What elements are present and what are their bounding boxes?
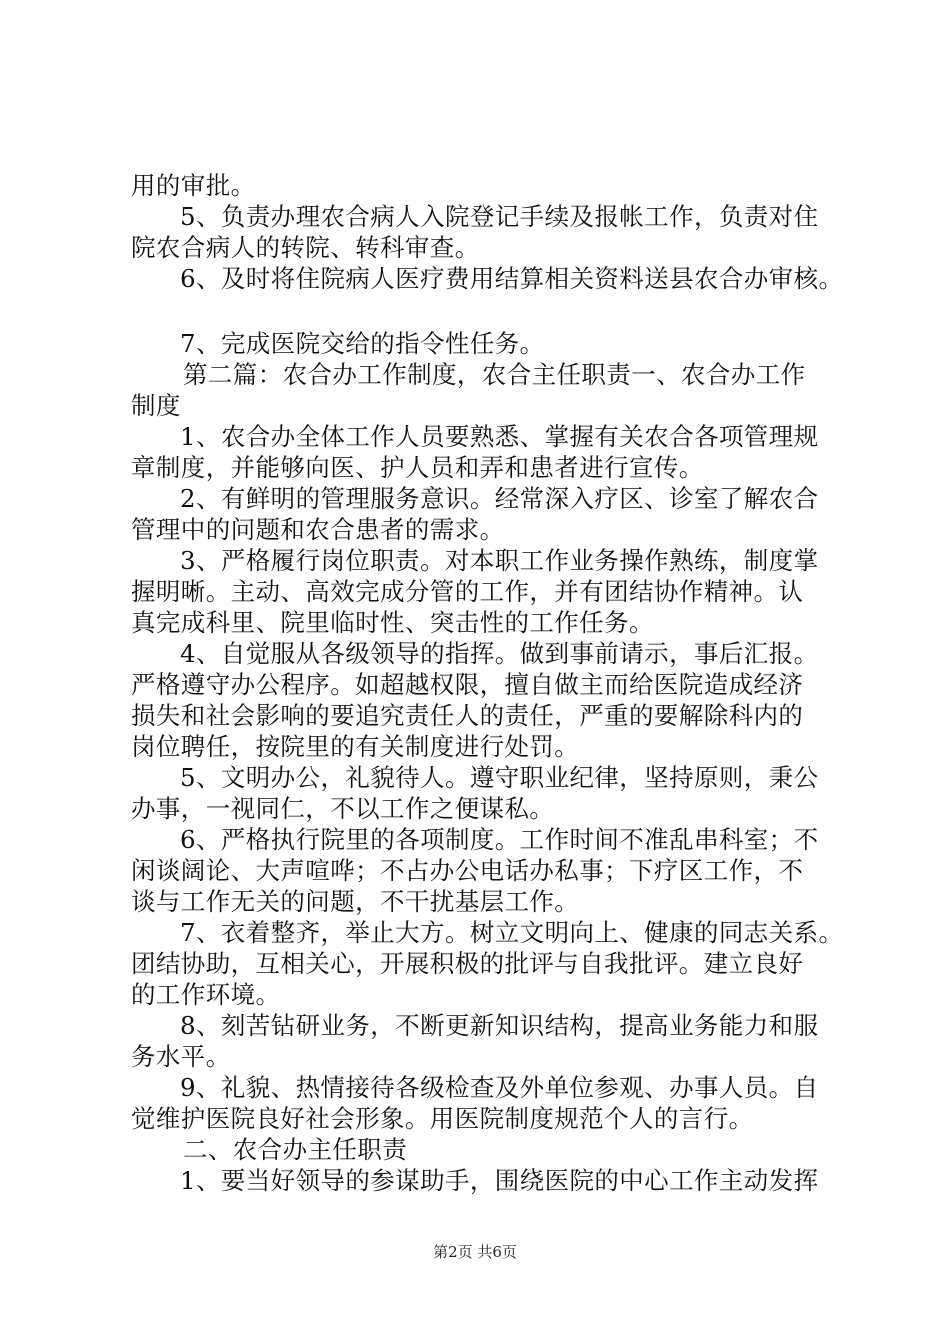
text-line: 7、衣着整齐，举止大方。树立文明向上、健康的同志关系。 xyxy=(180,918,844,947)
text-line: 院农合病人的转院、转科审查。 xyxy=(131,233,480,262)
text-line: 岗位聘任，按院里的有关制度进行处罚。 xyxy=(131,732,580,761)
text-line: 握明晰。主动、高效完成分管的工作，并有团结协作精神。认 xyxy=(131,577,804,606)
text-line: 务水平。 xyxy=(131,1042,231,1071)
text-line: 办事，一视同仁，不以工作之便谋私。 xyxy=(131,794,555,823)
text-line: 9、礼貌、热情接待各级检查及外单位参观、办事人员。自 xyxy=(180,1073,819,1102)
text-line: 的工作环境。 xyxy=(131,980,281,1009)
text-line: 1、农合办全体工作人员要熟悉、掌握有关农合各项管理规 xyxy=(180,422,819,451)
text-line: 1、要当好领导的参谋助手，围绕医院的中心工作主动发挥 xyxy=(180,1166,819,1195)
text-line: 5、文明办公，礼貌待人。遵守职业纪律，坚持原则，秉公 xyxy=(180,763,819,792)
text-line: 6、及时将住院病人医疗费用结算相关资料送县农合办审核。 xyxy=(180,264,844,293)
text-line: 7、完成医院交给的指令性任务。 xyxy=(180,329,545,358)
text-line: 2、有鲜明的管理服务意识。经常深入疗区、诊室了解农合 xyxy=(180,484,819,513)
text-line: 觉维护医院良好社会形象。用医院制度规范个人的言行。 xyxy=(131,1104,754,1133)
text-line: 4、自觉服从各级领导的指挥。做到事前请示，事后汇报。 xyxy=(180,639,819,668)
text-line: 严格遵守办公程序。如超越权限，擅自做主而给医院造成经济 xyxy=(131,670,804,699)
text-line: 真完成科里、院里临时性、突击性的工作任务。 xyxy=(131,608,654,637)
text-line: 管理中的问题和农合患者的需求。 xyxy=(131,515,505,544)
text-line: 用的审批。 xyxy=(131,171,256,200)
text-line: 谈与工作无关的问题，不干扰基层工作。 xyxy=(131,887,580,916)
text-line: 闲谈阔论、大声喧哗；不占办公电话办私事；下疗区工作，不 xyxy=(131,856,804,885)
section-heading: 第二篇：农合办工作制度，农合主任职责一、农合办工作 xyxy=(183,360,806,389)
page-number-footer: 第2页 共6页 xyxy=(433,1243,517,1261)
text-line: 5、负责办理农合病人入院登记手续及报帐工作，负责对住 xyxy=(180,202,819,231)
text-line: 3、严格履行岗位职责。对本职工作业务操作熟练，制度掌 xyxy=(180,546,819,575)
text-line: 6、严格执行院里的各项制度。工作时间不准乱串科室；不 xyxy=(180,825,819,854)
document-body xyxy=(131,170,844,1196)
section-heading: 二、农合办主任职责 xyxy=(183,1135,408,1164)
text-line: 章制度，并能够向医、护人员和弄和患者进行宣传。 xyxy=(131,453,704,482)
text-line: 团结协助，互相关心，开展积极的批评与自我批评。建立良好 xyxy=(131,949,804,978)
section-heading-continued: 制度 xyxy=(131,391,181,420)
paragraph-gap xyxy=(131,294,831,328)
text-line: 8、刻苦钻研业务，不断更新知识结构，提高业务能力和服 xyxy=(180,1011,819,1040)
text-line: 损失和社会影响的要追究责任人的责任，严重的要解除科内的 xyxy=(131,701,804,730)
